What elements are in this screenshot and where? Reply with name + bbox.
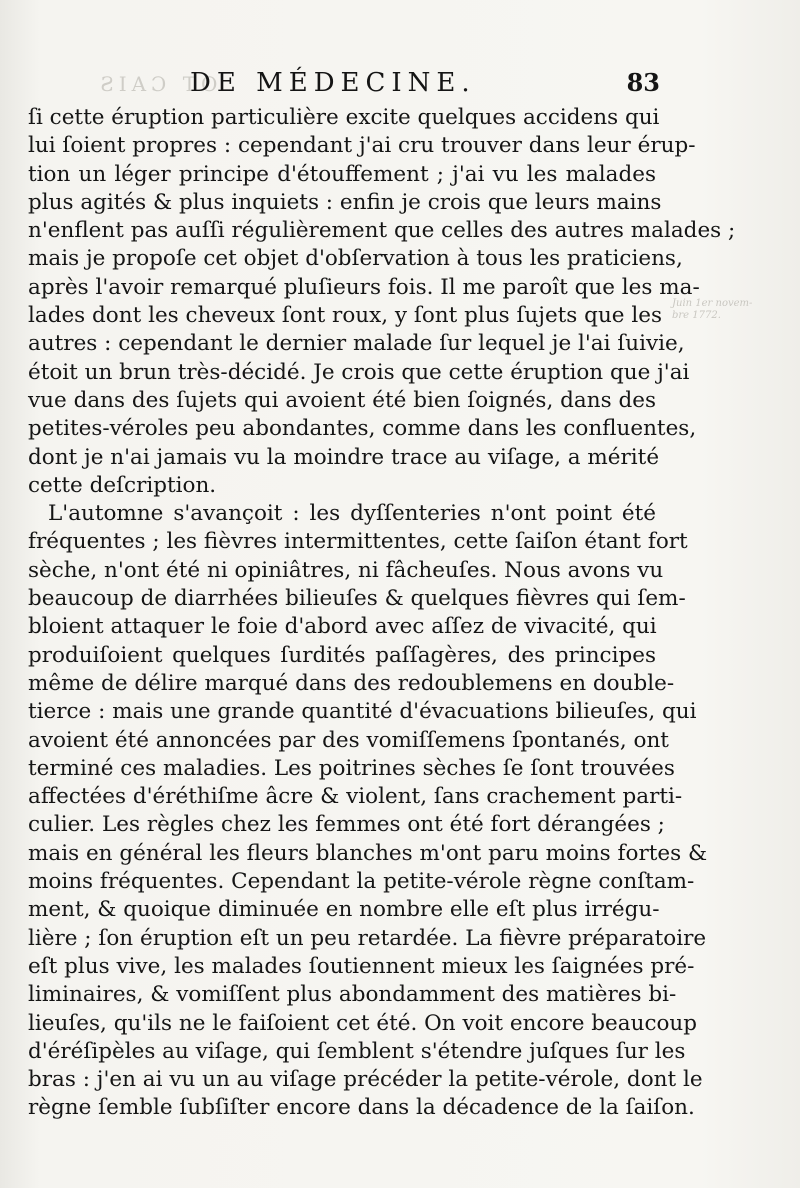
text-line: fréquentes ; les fièvres intermittentes, cette ſaiſon étant fort bbox=[28, 529, 688, 555]
text-line: liminaires, & vomiſſent plus abondamment des matières bi- bbox=[28, 982, 677, 1008]
text-line: lieuſes, qu'ils ne le faiſoient cet été. On voit encore beaucoup bbox=[28, 1010, 698, 1036]
text-line: plus agités & plus inquiets : enfin je crois que leurs mains bbox=[28, 189, 662, 215]
text-line: sèche, n'ont été ni opiniâtres, ni fâcheuſes. Nous avons vu bbox=[28, 557, 664, 583]
text-line: L'automne s'avançoit : les dyſſenteries n'ont point été bbox=[48, 501, 656, 527]
text-line: terminé ces maladies. Les poitrines sèches ſe ſont trouvées bbox=[28, 755, 675, 781]
text-line: culier. Les règles chez les femmes ont été fort dérangées ; bbox=[28, 812, 665, 838]
text-line: ment, & quoique diminuée en nombre elle eſt plus irrégu- bbox=[28, 897, 660, 923]
text-line: beaucoup de diarrhées bilieuſes & quelques fièvres qui ſem- bbox=[28, 586, 686, 612]
text-line: lière ; ſon éruption eſt un peu retardée. La fièvre préparatoire bbox=[28, 925, 707, 951]
bleed-through-heading: ƧIAƆ TO bbox=[100, 72, 223, 96]
text-line: bras : j'en ai vu un au viſage précéder la petite-vérole, dont le bbox=[28, 1067, 703, 1093]
page-header bbox=[190, 68, 660, 102]
text-line: d'éréſipèles au viſage, qui ſemblent s'étendre juſques ſur les bbox=[28, 1038, 686, 1064]
text-line: règne ſemble ſubſiſter encore dans la décadence de la ſaiſon. bbox=[28, 1095, 695, 1121]
text-line: dont je n'ai jamais vu la moindre trace au viſage, a mérité bbox=[28, 444, 660, 470]
text-line: autres : cependant le dernier malade ſur lequel je l'ai ſuivie, bbox=[28, 331, 685, 357]
text-line: ſi cette éruption particulière excite quelques accidens qui bbox=[28, 105, 660, 130]
text-line: moins fréquentes. Cependant la petite-vérole règne conſtam- bbox=[28, 869, 695, 895]
text-line: lui ſoient propres : cependant j'ai cru trouver dans leur érup- bbox=[28, 133, 696, 159]
text-line: vue dans des ſujets qui avoient été bien ſoignés, dans des bbox=[28, 387, 656, 413]
running-head: DE MÉDECINE. bbox=[190, 68, 476, 98]
page-number: 83 bbox=[626, 68, 660, 97]
text-line: même de délire marqué dans des redoublemens en double- bbox=[28, 670, 675, 696]
text-line: après l'avoir remarqué pluſieurs fois. Il me paroît que les ma- bbox=[28, 274, 700, 300]
text-line: étoit un brun très-décidé. Je crois que cette éruption que j'ai bbox=[28, 359, 690, 385]
text-line: produiſoient quelques ſurdités paſſagères, des principes bbox=[28, 642, 656, 668]
text-line: affectées d'éréthiſme âcre & violent, ſans crachement parti- bbox=[28, 784, 683, 810]
text-line: avoient été annoncées par des vomiſſemens ſpontanés, ont bbox=[28, 727, 669, 753]
text-line: petites-véroles peu abondantes, comme dans les confluentes, bbox=[28, 416, 697, 442]
text-line: bloient attaquer le foie d'abord avec aſſez de vivacité, qui bbox=[28, 614, 657, 640]
text-line: eſt plus vive, les malades ſoutiennent mieux les ſaignées pré- bbox=[28, 953, 695, 979]
text-line: mais en général les fleurs blanches m'ont paru moins fortes & bbox=[28, 840, 708, 866]
paragraph-2 bbox=[28, 500, 708, 1123]
text-line: mais je propoſe cet objet d'obſervation à tous les praticiens, bbox=[28, 246, 683, 272]
text-line: tierce : mais une grande quantité d'évacuations bilieuſes, qui bbox=[28, 699, 697, 725]
bleed-through-margin-note: Juin 1er novem- bre 1772. bbox=[672, 298, 753, 321]
text-line: n'enflent pas auſſi régulièrement que celles des autres malades ; bbox=[28, 218, 736, 244]
text-line: cette deſcription. bbox=[28, 472, 217, 498]
text-line: lades dont les cheveux ſont roux, y ſont plus ſujets que les bbox=[28, 303, 662, 329]
text-line: tion un léger principe d'étouffement ; j'ai vu les malades bbox=[28, 161, 656, 187]
